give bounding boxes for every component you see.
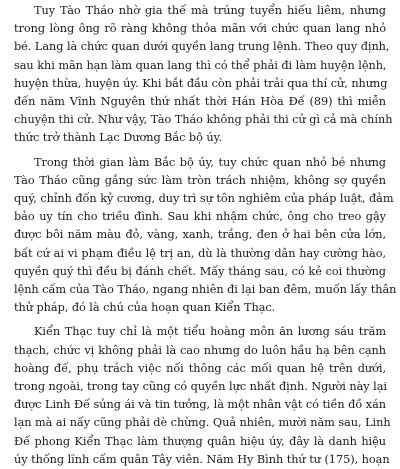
- text-line: Kiển Thạc tuy chỉ là một tiểu hoàng môn ăn lương sáu trăm: [34, 325, 386, 339]
- text-line: trong ngoài, trong tay cũng có quyền lực nhất định. Người này lại: [14, 380, 387, 394]
- text-line: lạn mà ai nấy cũng phải dè chừng. Quả nhiên, mười năm sau, Linh: [14, 416, 391, 430]
- text-line: quyền quý thì đều bị đánh chết. Mấy tháng sau, có kẻ coi thường: [14, 264, 386, 278]
- text-line: Tuy Tào Tháo nhờ gia thế mà trúng tuyển hiếu liêm, nhưng: [34, 4, 386, 17]
- text-line: sau khi mãn hạn làm quan lang thì có thể phải đi làm huyện lệnh,: [14, 58, 387, 72]
- text-line: lệnh cấm của Tào Tháo, ngang nhiên đi lại ban đêm, muốn lấy thân: [14, 283, 397, 297]
- text-line: được Linh Đế sủng ái và tin tưởng, là một nhân vật có tiền đồ xán: [14, 398, 386, 412]
- text-line: bất cứ ai vi phạm điều lệ trị an, dù là thường dân hay cường hào,: [14, 246, 386, 260]
- paragraph-1: [14, 2, 393, 148]
- text-line: thạch, chức vị không phải là cao nhưng do luôn hầu hạ bên cạnh: [14, 343, 386, 357]
- text-line: Đế phong Kiển Thạc làm thượng quân hiệu úy, đây là danh hiệu: [14, 434, 386, 448]
- text-line: hoàng đế, phụ trách việc nối thông các mối quan hệ trên dưới,: [14, 361, 386, 375]
- text-line: bé. Lang là chức quan dưới quyền lang trung lệnh. Theo quy định,: [14, 40, 390, 54]
- text-line: bảo uy tín cho triều đình. Sau khi nhậm chức, ông cho treo gậy: [14, 210, 386, 224]
- text-line: quý, chỉnh đốn kỷ cương, duy trì sự tôn nghiêm của pháp luật, đảm: [14, 192, 394, 206]
- text-line: trong lòng ông rõ ràng không thỏa mãn với chức quan lang nhỏ: [14, 22, 386, 36]
- paragraph-3: [14, 323, 391, 469]
- text-line: huyện thừa, huyện úy. Khi bắt đầu còn phải trải qua thí cử, nhưng: [14, 76, 388, 90]
- paragraph-2: [14, 154, 397, 318]
- text-line: thử pháp, đó là chú của hoạn quan Kiển Thạc.: [14, 301, 276, 315]
- text-line: thức trở thành Lạc Dương Bắc bộ úy.: [14, 131, 222, 145]
- text-line: Tào Tháo cũng gắng sức làm tròn trách nhiệm, không sợ quyền: [14, 173, 386, 187]
- text-line: chuyện thi cử. Như vậy, Tào Tháo không phải thi cử gì cả mà chính: [14, 113, 393, 127]
- text-line: đến năm Vĩnh Nguyên thứ nhất thời Hán Hòa Đế (89) thì miễn: [14, 95, 386, 109]
- text-line: được bôi năm màu đỏ, vàng, xanh, trắng, đen ở hai bên cửa lớn,: [14, 228, 386, 242]
- text-line: Trong thời gian làm Bắc bộ úy, tuy chức quan nhỏ bé nhưng: [34, 155, 386, 169]
- text-line: úy thống lĩnh cấm quân Tây viên. Năm Hy Bình thứ tư (175), hoạn: [14, 452, 390, 466]
